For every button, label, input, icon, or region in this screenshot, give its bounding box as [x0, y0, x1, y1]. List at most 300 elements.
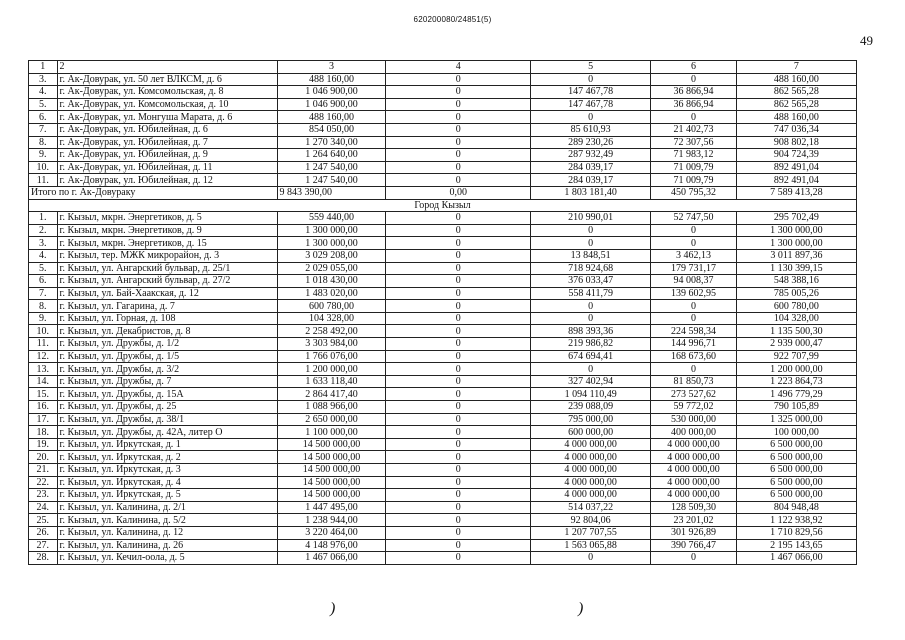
table-cell: 224 598,34 — [651, 325, 737, 338]
table-cell: 0 — [651, 363, 737, 376]
table-row — [29, 212, 857, 225]
table-cell: г. Кызыл, ул. Иркутская, д. 2 — [57, 451, 277, 464]
table-cell: 559 440,00 — [277, 212, 386, 225]
table-cell: 16. — [29, 401, 58, 414]
table-cell: г. Кызыл, ул. Ангарский бульвар, д. 27/2 — [57, 275, 277, 288]
table-cell: 3 011 897,36 — [736, 249, 856, 262]
table-cell: г. Кызыл, ул. Иркутская, д. 4 — [57, 476, 277, 489]
registry-table-body — [29, 61, 857, 565]
table-cell: 6. — [29, 111, 58, 124]
table-cell: 1 467 066,00 — [277, 552, 386, 565]
table-cell: г. Ак-Довурак, ул. Комсомольская, д. 8 — [57, 86, 277, 99]
table-cell: 862 565,28 — [736, 98, 856, 111]
table-cell: 5 — [531, 61, 651, 74]
table-cell: 390 766,47 — [651, 539, 737, 552]
table-cell: 52 747,50 — [651, 212, 737, 225]
table-cell: 0 — [386, 224, 531, 237]
table-cell: г. Кызыл, ул. Дружбы, д. 1/2 — [57, 338, 277, 351]
table-row — [29, 413, 857, 426]
table-cell: 4 000 000,00 — [531, 451, 651, 464]
table-row — [29, 312, 857, 325]
table-cell: 4 148 976,00 — [277, 539, 386, 552]
table-cell: 2 650 000,00 — [277, 413, 386, 426]
table-cell: 0 — [386, 464, 531, 477]
table-cell: 0 — [651, 73, 737, 86]
table-cell: 1 135 500,30 — [736, 325, 856, 338]
table-row — [29, 174, 857, 187]
table-cell: 0 — [386, 98, 531, 111]
table-cell: 5. — [29, 98, 58, 111]
table-cell: 922 707,99 — [736, 350, 856, 363]
table-cell: 0 — [531, 73, 651, 86]
table-cell: 1 200 000,00 — [277, 363, 386, 376]
table-cell: 100 000,00 — [736, 426, 856, 439]
table-cell: 0 — [386, 426, 531, 439]
table-cell: 2 029 055,00 — [277, 262, 386, 275]
table-cell: 2 939 000,47 — [736, 338, 856, 351]
table-cell: 1 496 779,29 — [736, 388, 856, 401]
table-cell: 1 264 640,00 — [277, 149, 386, 162]
table-cell: 0 — [651, 312, 737, 325]
table-cell: 72 307,56 — [651, 136, 737, 149]
table-row — [29, 451, 857, 464]
table-cell: 92 804,06 — [531, 514, 651, 527]
table-cell: г. Кызыл, мкрн. Энергетиков, д. 5 — [57, 212, 277, 225]
table-cell: 4 000 000,00 — [651, 464, 737, 477]
table-cell: 0 — [531, 312, 651, 325]
table-cell: 0 — [386, 413, 531, 426]
table-cell: г. Кызыл, ул. Кечил-оола, д. 5 — [57, 552, 277, 565]
table-row — [29, 275, 857, 288]
table-cell: 0 — [386, 526, 531, 539]
table-cell: 71 009,79 — [651, 174, 737, 187]
table-cell: г. Кызыл, ул. Дружбы, д. 15А — [57, 388, 277, 401]
table-row — [29, 325, 857, 338]
table-row — [29, 262, 857, 275]
table-cell: 1 710 829,56 — [736, 526, 856, 539]
table-cell: 9. — [29, 149, 58, 162]
table-cell: г. Кызыл, ул. Дружбы, д. 7 — [57, 375, 277, 388]
table-cell: 1 207 707,55 — [531, 526, 651, 539]
table-cell: г. Ак-Довурак, ул. Юбилейная, д. 9 — [57, 149, 277, 162]
table-cell: 2 258 492,00 — [277, 325, 386, 338]
table-row — [29, 426, 857, 439]
table-cell: 287 932,49 — [531, 149, 651, 162]
table-cell: г. Ак-Довурак, ул. Монгуша Марата, д. 6 — [57, 111, 277, 124]
table-cell: 13 848,51 — [531, 249, 651, 262]
table-cell: 1 238 944,00 — [277, 514, 386, 527]
document-id: 620200080/24851(5) — [413, 15, 492, 24]
table-cell: 6 500 000,00 — [736, 476, 856, 489]
table-cell: 21 402,73 — [651, 123, 737, 136]
table-cell: 376 033,47 — [531, 275, 651, 288]
table-cell: 0 — [386, 123, 531, 136]
table-cell: 3. — [29, 73, 58, 86]
table-cell: 4. — [29, 86, 58, 99]
table-cell: 1 094 110,49 — [531, 388, 651, 401]
table-cell: 0 — [531, 300, 651, 313]
table-cell: 3 — [277, 61, 386, 74]
table-cell: 1 300 000,00 — [277, 237, 386, 250]
table-cell: 0 — [386, 312, 531, 325]
table-cell: 892 491,04 — [736, 161, 856, 174]
table-cell: 14 500 000,00 — [277, 464, 386, 477]
table-cell: 0 — [386, 325, 531, 338]
table-cell: 0 — [651, 111, 737, 124]
table-cell: 0 — [386, 489, 531, 502]
table-cell: 20. — [29, 451, 58, 464]
table-cell: 0 — [651, 237, 737, 250]
table-cell: 301 926,89 — [651, 526, 737, 539]
table-cell: 6 500 000,00 — [736, 438, 856, 451]
table-cell: 5. — [29, 262, 58, 275]
table-cell: 0 — [386, 514, 531, 527]
table-cell: 4 000 000,00 — [531, 438, 651, 451]
table-cell: 0,00 — [386, 186, 531, 199]
table-row — [29, 375, 857, 388]
table-cell: Итого по г. Ак-Довураку — [29, 186, 278, 199]
table-cell: 1 766 076,00 — [277, 350, 386, 363]
table-cell: 0 — [386, 350, 531, 363]
table-cell: 0 — [386, 249, 531, 262]
table-cell: 4. — [29, 249, 58, 262]
table-cell: 104 328,00 — [736, 312, 856, 325]
table-row — [29, 552, 857, 565]
table-cell: г. Кызыл, ул. Дружбы, д. 25 — [57, 401, 277, 414]
table-cell: 8. — [29, 300, 58, 313]
table-cell: 179 731,17 — [651, 262, 737, 275]
table-cell: 1 633 118,40 — [277, 375, 386, 388]
table-row — [29, 161, 857, 174]
table-cell: 14 500 000,00 — [277, 489, 386, 502]
table-cell: 558 411,79 — [531, 287, 651, 300]
table-cell: 1 122 938,92 — [736, 514, 856, 527]
table-cell: 85 610,93 — [531, 123, 651, 136]
table-row — [29, 123, 857, 136]
table-row — [29, 476, 857, 489]
table-cell: г. Кызыл, ул. Бай-Хаакская, д. 12 — [57, 287, 277, 300]
table-cell: 327 402,94 — [531, 375, 651, 388]
table-row — [29, 287, 857, 300]
table-cell: 81 850,73 — [651, 375, 737, 388]
table-row — [29, 224, 857, 237]
table-cell: 1 247 540,00 — [277, 161, 386, 174]
table-cell: 6 500 000,00 — [736, 489, 856, 502]
table-cell: 0 — [651, 552, 737, 565]
table-row — [29, 98, 857, 111]
table-cell: 530 000,00 — [651, 413, 737, 426]
table-cell: 128 509,30 — [651, 501, 737, 514]
table-cell: 147 467,78 — [531, 98, 651, 111]
table-cell: 1 483 020,00 — [277, 287, 386, 300]
table-cell: 10. — [29, 161, 58, 174]
table-cell: 0 — [386, 401, 531, 414]
table-cell: 2 195 143,65 — [736, 539, 856, 552]
table-cell: 0 — [386, 287, 531, 300]
table-cell: 26. — [29, 526, 58, 539]
table-cell: г. Кызыл, мкрн. Энергетиков, д. 15 — [57, 237, 277, 250]
table-cell: 1 300 000,00 — [277, 224, 386, 237]
table-cell: г. Кызыл, ул. Дружбы, д. 38/1 — [57, 413, 277, 426]
table-cell: 0 — [651, 224, 737, 237]
table-cell: 4 000 000,00 — [531, 464, 651, 477]
table-row — [29, 438, 857, 451]
table-cell: 11. — [29, 338, 58, 351]
subtotal-row — [29, 186, 857, 199]
table-cell: г. Кызыл, ул. Калинина, д. 2/1 — [57, 501, 277, 514]
table-cell: 0 — [531, 552, 651, 565]
table-cell: 908 802,18 — [736, 136, 856, 149]
table-row — [29, 363, 857, 376]
table-cell: 600 000,00 — [531, 426, 651, 439]
table-row — [29, 489, 857, 502]
table-cell: 1 447 495,00 — [277, 501, 386, 514]
table-cell: 284 039,17 — [531, 161, 651, 174]
table-row — [29, 539, 857, 552]
table-row — [29, 111, 857, 124]
table-cell: г. Ак-Довурак, ул. 50 лет ВЛКСМ, д. 6 — [57, 73, 277, 86]
table-cell: 0 — [386, 438, 531, 451]
table-cell: 1 223 864,73 — [736, 375, 856, 388]
table-cell: г. Кызыл, тер. МЖК микрорайон, д. 3 — [57, 249, 277, 262]
table-cell: 1 200 000,00 — [736, 363, 856, 376]
table-cell: 4 000 000,00 — [651, 451, 737, 464]
table-cell: г. Кызыл, ул. Дружбы, д. 42А, литер О — [57, 426, 277, 439]
table-cell: 1 018 430,00 — [277, 275, 386, 288]
table-row — [29, 501, 857, 514]
table-cell: 1 046 900,00 — [277, 86, 386, 99]
table-cell: 239 088,09 — [531, 401, 651, 414]
table-cell: 10. — [29, 325, 58, 338]
table-cell: 1 046 900,00 — [277, 98, 386, 111]
table-cell: г. Кызыл, ул. Декабристов, д. 8 — [57, 325, 277, 338]
table-cell: 23. — [29, 489, 58, 502]
table-cell: 674 694,41 — [531, 350, 651, 363]
table-cell: 4 000 000,00 — [531, 489, 651, 502]
table-cell: 18. — [29, 426, 58, 439]
table-cell: 3 220 464,00 — [277, 526, 386, 539]
table-cell: 747 036,34 — [736, 123, 856, 136]
table-cell: 8. — [29, 136, 58, 149]
table-cell: 28. — [29, 552, 58, 565]
table-cell: 0 — [386, 212, 531, 225]
table-cell: 94 008,37 — [651, 275, 737, 288]
table-cell: 1. — [29, 212, 58, 225]
table-cell: 1 088 966,00 — [277, 401, 386, 414]
table-cell: г. Кызыл, мкрн. Энергетиков, д. 9 — [57, 224, 277, 237]
table-cell: г. Кызыл, ул. Иркутская, д. 1 — [57, 438, 277, 451]
table-cell: 59 772,02 — [651, 401, 737, 414]
table-cell: 1 563 065,88 — [531, 539, 651, 552]
table-row — [29, 237, 857, 250]
handwritten-mark: ) — [330, 600, 336, 617]
table-cell: 790 105,89 — [736, 401, 856, 414]
table-cell: 548 388,16 — [736, 275, 856, 288]
table-cell: 0 — [386, 539, 531, 552]
table-cell: 488 160,00 — [277, 73, 386, 86]
table-row — [29, 136, 857, 149]
table-cell: г. Ак-Довурак, ул. Юбилейная, д. 12 — [57, 174, 277, 187]
table-cell: 2 864 417,40 — [277, 388, 386, 401]
table-cell: г. Ак-Довурак, ул. Юбилейная, д. 6 — [57, 123, 277, 136]
table-row — [29, 86, 857, 99]
table-cell: 1 300 000,00 — [736, 237, 856, 250]
table-cell: 1 325 000,00 — [736, 413, 856, 426]
table-cell: 3 303 984,00 — [277, 338, 386, 351]
table-cell: г. Ак-Довурак, ул. Комсомольская, д. 10 — [57, 98, 277, 111]
table-cell: 1 — [29, 61, 58, 74]
table-row — [29, 300, 857, 313]
table-cell: 804 948,48 — [736, 501, 856, 514]
table-cell: 24. — [29, 501, 58, 514]
table-cell: 0 — [531, 237, 651, 250]
table-cell: 450 795,32 — [651, 186, 737, 199]
table-cell: 4 000 000,00 — [531, 476, 651, 489]
table-cell: 104 328,00 — [277, 312, 386, 325]
table-cell: 273 527,62 — [651, 388, 737, 401]
table-cell: г. Ак-Довурак, ул. Юбилейная, д. 11 — [57, 161, 277, 174]
table-cell: 22. — [29, 476, 58, 489]
table-cell: 718 924,68 — [531, 262, 651, 275]
table-cell: 1 100 000,00 — [277, 426, 386, 439]
page-number: 49 — [860, 33, 873, 48]
table-cell: 0 — [386, 86, 531, 99]
table-cell: 6 — [651, 61, 737, 74]
table-cell: 0 — [386, 375, 531, 388]
table-cell: 0 — [386, 388, 531, 401]
table-cell: 6 500 000,00 — [736, 451, 856, 464]
table-cell: 17. — [29, 413, 58, 426]
table-cell: 0 — [386, 501, 531, 514]
table-row — [29, 464, 857, 477]
table-row — [29, 350, 857, 363]
table-cell: 7 589 413,28 — [736, 186, 856, 199]
table-cell: 1 130 399,15 — [736, 262, 856, 275]
table-cell: 0 — [651, 300, 737, 313]
table-cell: 0 — [386, 73, 531, 86]
table-cell: 71 009,79 — [651, 161, 737, 174]
table-cell: 144 996,71 — [651, 338, 737, 351]
table-cell: 795 000,00 — [531, 413, 651, 426]
table-cell: 3. — [29, 237, 58, 250]
table-cell: 219 986,82 — [531, 338, 651, 351]
table-cell: 21. — [29, 464, 58, 477]
table-cell: 892 491,04 — [736, 174, 856, 187]
table-cell: г. Ак-Довурак, ул. Юбилейная, д. 7 — [57, 136, 277, 149]
table-cell: 9. — [29, 312, 58, 325]
table-row — [29, 149, 857, 162]
table-cell: г. Кызыл, ул. Гагарина, д. 7 — [57, 300, 277, 313]
table-cell: 0 — [386, 174, 531, 187]
table-cell: 1 467 066,00 — [736, 552, 856, 565]
table-cell: 7 — [736, 61, 856, 74]
table-cell: г. Кызыл, ул. Горная, д. 108 — [57, 312, 277, 325]
table-cell: 1 270 340,00 — [277, 136, 386, 149]
table-cell: 0 — [386, 161, 531, 174]
table-row — [29, 514, 857, 527]
table-row — [29, 73, 857, 86]
table-cell: 6 500 000,00 — [736, 464, 856, 477]
table-cell: 0 — [386, 451, 531, 464]
table-cell: г. Кызыл, ул. Дружбы, д. 3/2 — [57, 363, 277, 376]
table-cell: 14 500 000,00 — [277, 451, 386, 464]
table-cell: 488 160,00 — [736, 73, 856, 86]
table-cell: 0 — [531, 111, 651, 124]
table-cell: 0 — [386, 363, 531, 376]
table-cell: 9 843 390,00 — [277, 186, 386, 199]
table-cell: 210 990,01 — [531, 212, 651, 225]
table-cell: 4 000 000,00 — [651, 476, 737, 489]
table-cell: 3 462,13 — [651, 249, 737, 262]
table-cell: 0 — [386, 149, 531, 162]
table-cell: 0 — [386, 111, 531, 124]
table-cell: 14 500 000,00 — [277, 438, 386, 451]
table-cell: 147 467,78 — [531, 86, 651, 99]
table-cell: 854 050,00 — [277, 123, 386, 136]
table-cell: 71 983,12 — [651, 149, 737, 162]
table-cell: 904 724,39 — [736, 149, 856, 162]
table-cell: 289 230,26 — [531, 136, 651, 149]
table-cell: 514 037,22 — [531, 501, 651, 514]
table-cell: 0 — [386, 275, 531, 288]
table-cell: 1 803 181,40 — [531, 186, 651, 199]
table-cell: 139 602,95 — [651, 287, 737, 300]
table-cell: 12. — [29, 350, 58, 363]
table-cell: 2. — [29, 224, 58, 237]
table-cell: 284 039,17 — [531, 174, 651, 187]
table-cell: 488 160,00 — [277, 111, 386, 124]
table-cell: 3 029 208,00 — [277, 249, 386, 262]
table-cell: 15. — [29, 388, 58, 401]
table-cell: 600 780,00 — [736, 300, 856, 313]
table-cell: 4 000 000,00 — [651, 489, 737, 502]
table-cell: 0 — [386, 136, 531, 149]
table-cell: 1 300 000,00 — [736, 224, 856, 237]
table-cell: 13. — [29, 363, 58, 376]
handwritten-mark: ) — [578, 600, 584, 617]
table-cell: г. Кызыл, ул. Иркутская, д. 3 — [57, 464, 277, 477]
table-cell: 14 500 000,00 — [277, 476, 386, 489]
table-cell: 0 — [386, 300, 531, 313]
table-cell: 898 393,36 — [531, 325, 651, 338]
table-cell: г. Кызыл, ул. Калинина, д. 5/2 — [57, 514, 277, 527]
table-row — [29, 249, 857, 262]
table-cell: 0 — [386, 476, 531, 489]
table-cell: 4 — [386, 61, 531, 74]
table-cell: г. Кызыл, ул. Калинина, д. 12 — [57, 526, 277, 539]
table-cell: 36 866,94 — [651, 86, 737, 99]
table-cell: 488 160,00 — [736, 111, 856, 124]
table-cell: 14. — [29, 375, 58, 388]
table-cell: 36 866,94 — [651, 98, 737, 111]
table-cell: 7. — [29, 287, 58, 300]
table-row — [29, 401, 857, 414]
section-title-row — [29, 199, 857, 212]
table-cell: 25. — [29, 514, 58, 527]
table-cell: 4 000 000,00 — [651, 438, 737, 451]
table-cell: 0 — [531, 363, 651, 376]
table-cell: г. Кызыл, ул. Иркутская, д. 5 — [57, 489, 277, 502]
table-cell: г. Кызыл, ул. Ангарский бульвар, д. 25/1 — [57, 262, 277, 275]
table-cell: 0 — [386, 338, 531, 351]
table-cell: 2 — [57, 61, 277, 74]
table-cell: 0 — [386, 552, 531, 565]
table-cell: 0 — [386, 237, 531, 250]
table-cell: 1 247 540,00 — [277, 174, 386, 187]
table-cell: 23 201,02 — [651, 514, 737, 527]
table-cell: 295 702,49 — [736, 212, 856, 225]
table-cell: 7. — [29, 123, 58, 136]
